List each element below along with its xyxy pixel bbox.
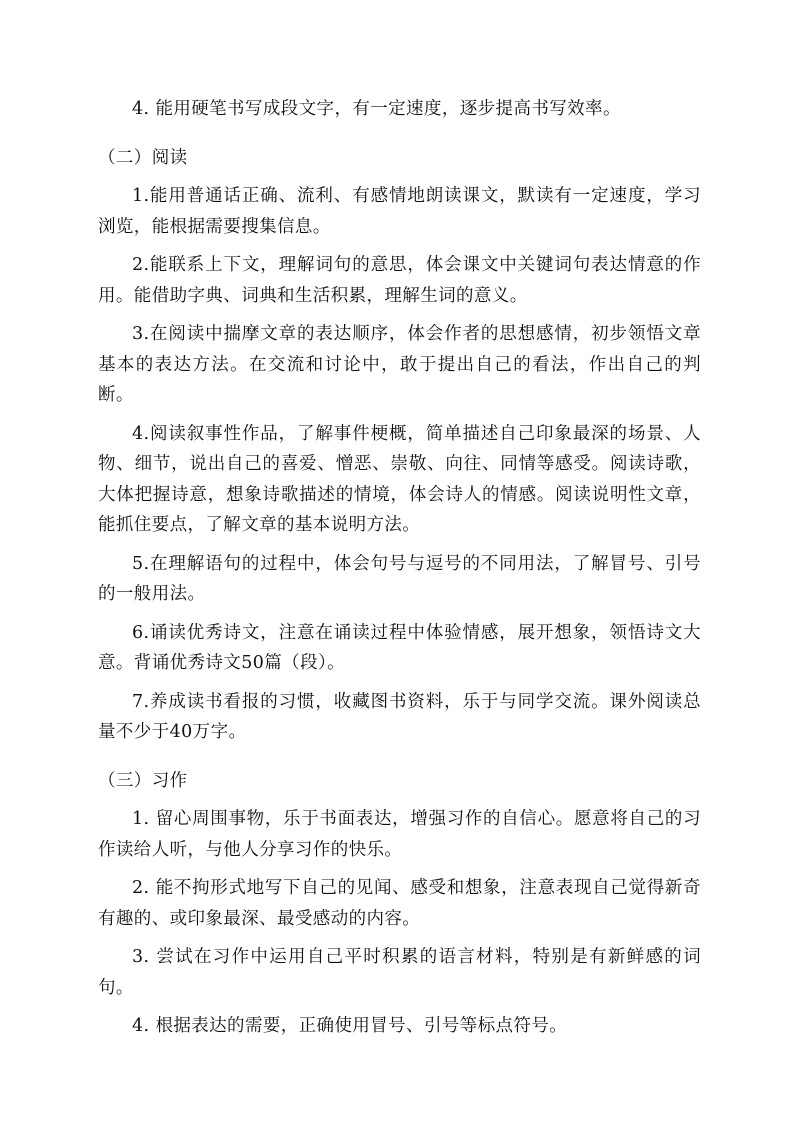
reading-item-7: 7.养成读书看报的习惯，收藏图书资料，乐于与同学交流。课外阅读总量不少于40万字。 [98, 691, 701, 742]
reading-item-1: 1.能用普通话正确、流利、有感情地朗读课文，默读有一定速度，学习浏览，能根据需要搜集信息。 [98, 186, 701, 237]
document-body [98, 94, 701, 1042]
reading-item-6: 6.诵读优秀诗文，注意在诵读过程中体验情感，展开想象，领悟诗文大意。背诵优秀诗文50篇（段）。 [98, 622, 701, 673]
reading-item-3: 3.在阅读中揣摩文章的表达顺序，体会作者的思想感情，初步领悟文章基本的表达方法。在交流和讨论中，敢于提出自己的看法，作出自己的判断。 [98, 324, 701, 405]
reading-item-2: 2.能联系上下文，理解词句的意思，体会课文中关键词句表达情意的作用。能借助字典、词典和生活积累，理解生词的意义。 [98, 255, 701, 306]
section-heading-reading: （二）阅读 [98, 147, 188, 168]
composition-item-3: 3. 尝试在习作中运用自己平时积累的语言材料，特别是有新鲜感的词句。 [98, 947, 701, 998]
reading-item-5: 5.在理解语句的过程中，体会句号与逗号的不同用法，了解冒号、引号的一般用法。 [98, 553, 701, 604]
section-heading-composition: （三）习作 [98, 770, 188, 791]
composition-item-1: 1. 留心周围事物，乐于书面表达，增强习作的自信心。愿意将自己的习作读给人听，与他人分享习作的快乐。 [98, 809, 701, 860]
composition-item-4: 4. 根据表达的需要，正确使用冒号、引号等标点符号。 [132, 1016, 568, 1036]
composition-item-2: 2. 能不拘形式地写下自己的见闻、感受和想象，注意表现自己觉得新奇有趣的、或印象最深、最受感动的内容。 [98, 878, 701, 929]
reading-item-4: 4.阅读叙事性作品，了解事件梗概，简单描述自己印象最深的场景、人物、细节，说出自己的喜爱、憎恶、崇敬、向往、同情等感受。阅读诗歌，大体把握诗意，想象诗歌描述的情境，体会诗人的情感。阅读说明性文章，能抓住要点，了解文章的基本说明方法。 [98, 423, 701, 535]
writing-item-4: 4. 能用硬笔书写成段文字，有一定速度，逐步提高书写效率。 [132, 99, 621, 119]
